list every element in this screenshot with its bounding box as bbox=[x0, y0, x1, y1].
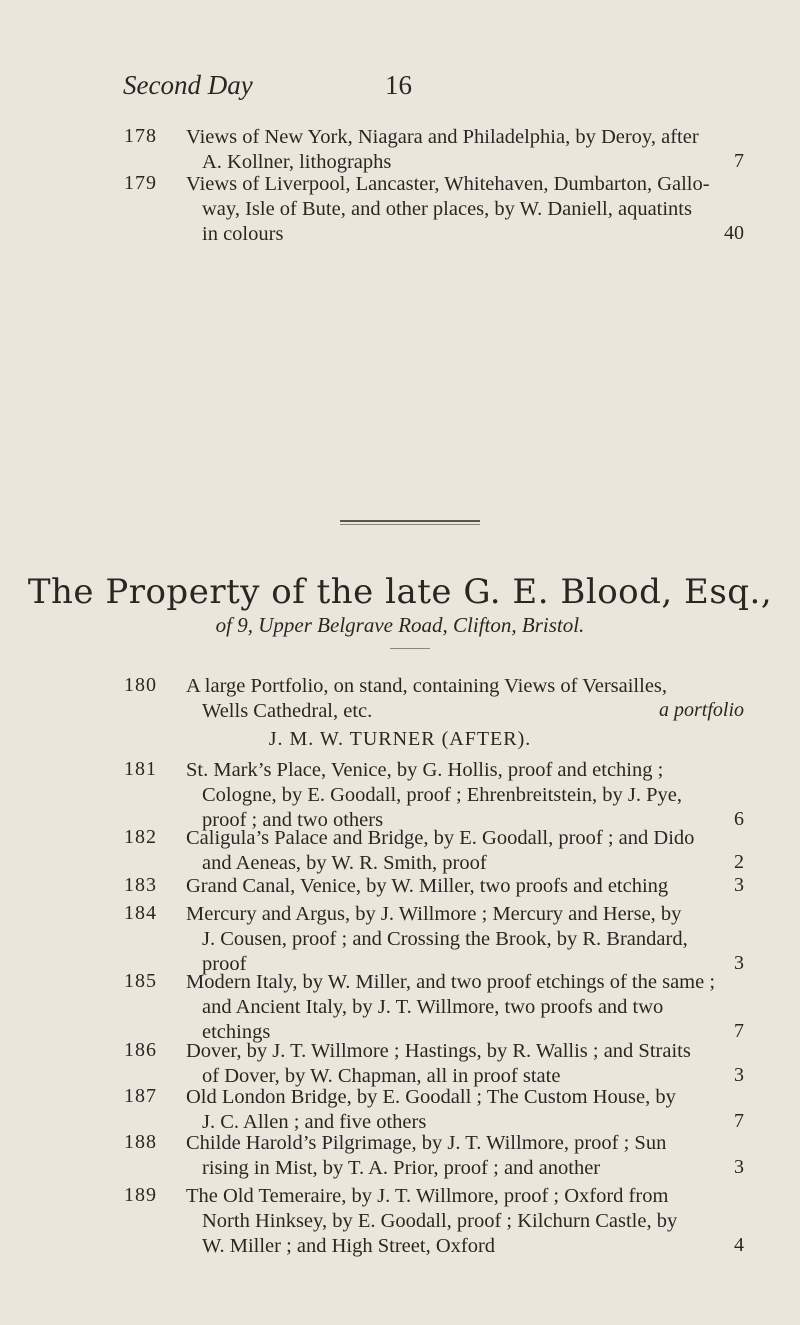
lot-line: J. C. Allen ; and five others bbox=[202, 1111, 427, 1133]
lot-number: 182 bbox=[124, 826, 157, 848]
lot-line: J. Cousen, proof ; and Crossing the Brook, by R. Brandard, bbox=[202, 928, 688, 950]
lot-number: 185 bbox=[124, 970, 157, 992]
lot-count: a portfolio bbox=[658, 699, 744, 721]
lot-line: Views of New York, Niagara and Philadelphia, by Deroy, after bbox=[186, 126, 699, 148]
lot-description bbox=[186, 1039, 746, 1089]
lot-number: 187 bbox=[124, 1085, 157, 1107]
lot-number: 183 bbox=[124, 874, 157, 896]
lot-line: way, Isle of Bute, and other places, by W. Daniell, aquatints bbox=[202, 198, 692, 220]
lot-line: proof ; and two others bbox=[202, 809, 384, 831]
lot-line: Mercury and Argus, by J. Willmore ; Mercury and Herse, by bbox=[186, 903, 682, 925]
lot-count: 4 bbox=[734, 1234, 744, 1256]
lot-line: W. Miller ; and High Street, Oxford bbox=[202, 1235, 496, 1257]
short-divider bbox=[390, 648, 430, 649]
lot-number: 189 bbox=[124, 1184, 157, 1206]
lot-line: Wells Cathedral, etc. bbox=[202, 700, 373, 722]
lot-count: 40 bbox=[724, 222, 744, 244]
lot-line: North Hinksey, by E. Goodall, proof ; Kilchurn Castle, by bbox=[202, 1210, 678, 1232]
lot-line: in colours bbox=[202, 223, 284, 245]
lot-line: and Aeneas, by W. R. Smith, proof bbox=[202, 852, 487, 874]
lot-number: 179 bbox=[124, 172, 157, 194]
lot-line: proof bbox=[202, 953, 247, 975]
lot-number: 184 bbox=[124, 902, 157, 924]
lot-count: 3 bbox=[734, 874, 744, 896]
lot-count: 2 bbox=[734, 851, 744, 873]
lot-count: 3 bbox=[734, 952, 744, 974]
lot-line: Modern Italy, by W. Miller, and two proof etchings of the same ; bbox=[186, 971, 716, 993]
lot-count: 6 bbox=[734, 808, 744, 830]
lot-line: etchings bbox=[202, 1021, 271, 1043]
lot-line: The Old Temeraire, by J. T. Willmore, proof ; Oxford from bbox=[186, 1185, 669, 1207]
day-heading: Second Day bbox=[123, 70, 253, 100]
lot-line: of Dover, by W. Chapman, all in proof state bbox=[202, 1065, 561, 1087]
lot-line: A. Kollner, lithographs bbox=[202, 151, 392, 173]
divider-rule bbox=[340, 520, 480, 522]
page-number: 16 bbox=[385, 70, 412, 100]
lot-line: A large Portfolio, on stand, containing Views of Versailles, bbox=[186, 675, 668, 697]
lot-line: Dover, by J. T. Willmore ; Hastings, by R. Wallis ; and Straits bbox=[186, 1040, 691, 1062]
section-heading: J. M. W. TURNER (AFTER). bbox=[268, 728, 532, 750]
lot-description bbox=[186, 902, 746, 977]
lot-line: Views of Liverpool, Lancaster, Whitehaven, Dumbarton, Gallo- bbox=[186, 173, 710, 195]
lot-count: 7 bbox=[734, 1020, 744, 1042]
lot-number: 188 bbox=[124, 1131, 157, 1153]
lot-description bbox=[186, 125, 746, 175]
lot-line: St. Mark’s Place, Venice, by G. Hollis, proof and etching ; bbox=[186, 759, 664, 781]
lot-line: Cologne, by E. Goodall, proof ; Ehrenbreitstein, by J. Pye, bbox=[202, 784, 682, 806]
lot-count: 7 bbox=[734, 1110, 744, 1132]
lot-description bbox=[186, 1131, 746, 1181]
lot-line: Old London Bridge, by E. Goodall ; The Custom House, by bbox=[186, 1086, 676, 1108]
lot-description bbox=[186, 1085, 746, 1135]
page-header bbox=[123, 70, 740, 110]
lot-number: 178 bbox=[124, 125, 157, 147]
lot-description bbox=[186, 826, 746, 876]
lot-line: rising in Mist, by T. A. Prior, proof ; and another bbox=[202, 1157, 601, 1179]
lot-count: 3 bbox=[734, 1064, 744, 1086]
lot-count: 3 bbox=[734, 1156, 744, 1178]
lot-line: and Ancient Italy, by J. T. Willmore, two proofs and two bbox=[202, 996, 664, 1018]
lot-description bbox=[186, 874, 746, 899]
property-address: of 9, Upper Belgrave Road, Clifton, Bristol. bbox=[215, 613, 585, 637]
lot-description bbox=[186, 1184, 746, 1259]
lot-description bbox=[186, 172, 746, 247]
lot-number: 180 bbox=[124, 674, 157, 696]
divider-rule-thin bbox=[340, 524, 480, 525]
lot-count: 7 bbox=[734, 150, 744, 172]
lot-line: Childe Harold’s Pilgrimage, by J. T. Willmore, proof ; Sun bbox=[186, 1132, 667, 1154]
lot-description bbox=[186, 970, 746, 1045]
lot-line: Caligula’s Palace and Bridge, by E. Goodall, proof ; and Dido bbox=[186, 827, 695, 849]
lot-line: Grand Canal, Venice, by W. Miller, two proofs and etching bbox=[186, 875, 669, 897]
property-title: The Property of the late G. E. Blood, Esq., bbox=[27, 572, 773, 612]
lot-description bbox=[186, 758, 746, 833]
lot-number: 186 bbox=[124, 1039, 157, 1061]
lot-number: 181 bbox=[124, 758, 157, 780]
